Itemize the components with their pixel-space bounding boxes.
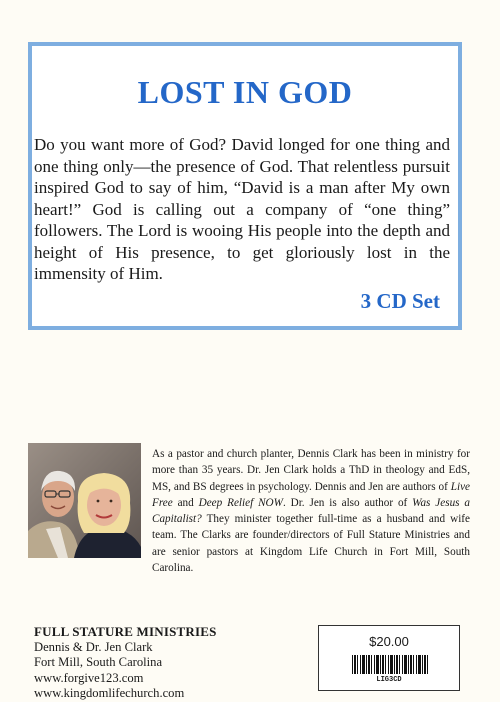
contact-info <box>34 624 294 702</box>
website-link[interactable]: www.forgive123.com <box>34 670 144 685</box>
description-panel <box>28 42 462 330</box>
album-title: LOST IN GOD <box>137 74 353 110</box>
website-link[interactable]: www.kingdomlifechurch.com <box>34 686 185 700</box>
organization-name: FULL STATURE MINISTRIES <box>34 624 217 639</box>
authors-photo <box>28 443 141 558</box>
price: $20.00 <box>369 634 409 649</box>
book-title: Was Jesus a Capitalist? <box>152 496 470 526</box>
location: Fort Mill, South Carolina <box>34 655 163 669</box>
price-tag <box>318 625 460 691</box>
book-title: Live Free <box>152 480 470 509</box>
sku-code: LIG3CD <box>376 676 402 684</box>
album-description: Do you want more of God? David longed for one thing and one thing only—the presence of God. That relentless pursuit inspired God to say of him, “David is a man after My own heart!” God is calling out a company of “one thing” followers. The Lord is wooing His people into the depth and height of His presence, to get gloriously lost in the immensity of Him. <box>34 135 450 283</box>
authors-bio: As a pastor and church planter, Dennis Clark has been in ministry for more than 35 years. Dr. Jen Clark holds a ThD in theology and EdS, MS, and BS degrees in psychology. Dennis and Jen are authors of Live Free and Deep Relief NOW. Dr. Jen is also author of Was Jesus a Capitalist? They minister together full-time as a husband and wife team. The Clarks are founder/directors of Full Stature Ministries and are senior pastors at Kingdom Life Church in Fort Mill, South Carolina. <box>152 448 470 575</box>
author-names: Dennis & Dr. Jen Clark <box>34 639 153 654</box>
set-label: 3 CD Set <box>360 289 440 313</box>
barcode <box>352 655 428 674</box>
book-title: Deep Relief NOW <box>198 496 283 509</box>
